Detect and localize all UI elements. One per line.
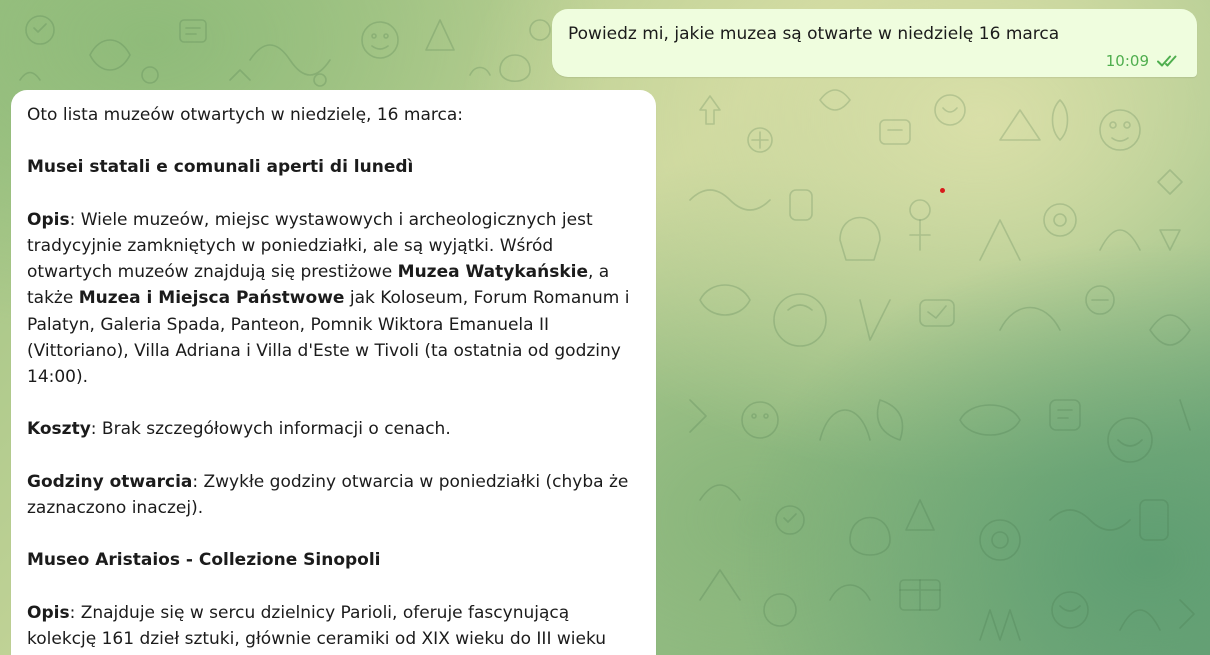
description-label: Opis [27, 209, 70, 230]
description-text-part: , a także [27, 262, 610, 309]
section-1-title [27, 154, 640, 180]
red-dot [940, 188, 945, 193]
costs-text: : Brak szczegółowych informacji o cenach. [90, 419, 451, 440]
section-2-description [27, 600, 640, 652]
state-museums-bold: Muzea i Miejsca Państwowe [78, 288, 345, 309]
outgoing-message-bubble[interactable] [552, 9, 1197, 77]
section-2-title [27, 547, 640, 573]
message-time: 10:09 [1105, 52, 1149, 70]
section-1-description [27, 207, 640, 390]
description-label: Opis [27, 602, 70, 623]
description-text-part: jak Koloseum, Forum Romanum i Palatyn, Galeria Spada, Panteon, Pomnik Wiktora Emanuela II (Vittoriano), Villa Adriana i Villa d'Este w Tivoli (ta ostatnia od godziny 14:00). [27, 288, 630, 387]
costs-label: Koszty [27, 419, 91, 440]
outgoing-message-meta [1106, 52, 1183, 70]
hours-text: : Zwykłe godziny otwarcia w poniedziałki (chyba że zaznaczono inaczej). [27, 471, 629, 518]
section-1-title-text: Musei statali e comunali aperti di lunedì [27, 157, 414, 178]
description-text: : Znajduje się w sercu dzielnicy Parioli, oferuje fascynującą kolekcję 161 dzieł sztuki, głównie ceramiki od XIX wieku do III wieku [27, 602, 607, 649]
vatican-museums-bold: Muzea Watykańskie [397, 262, 588, 283]
section-2-title-text: Museo Aristaios - Collezione Sinopoli [27, 550, 381, 571]
double-check-icon [1157, 54, 1183, 68]
section-1-hours [27, 469, 640, 521]
hours-label: Godziny otwarcia [27, 471, 193, 492]
section-1-costs [27, 416, 640, 442]
message-intro: Oto lista muzeów otwartych w niedzielę, 16 marca: [27, 105, 463, 125]
outgoing-message-text: Powiedz mi, jakie muzea są otwarte w niedzielę 16 marca [568, 24, 1060, 44]
incoming-message-bubble[interactable] [11, 90, 656, 655]
description-text-part: : Wiele muzeów, miejsc wystawowych i archeologicznych jest tradycyjnie zamkniętych w poniedziałki, ale są wyjątki. Wśród otwartych muzeów znajdują się prestiżowe [27, 209, 593, 283]
